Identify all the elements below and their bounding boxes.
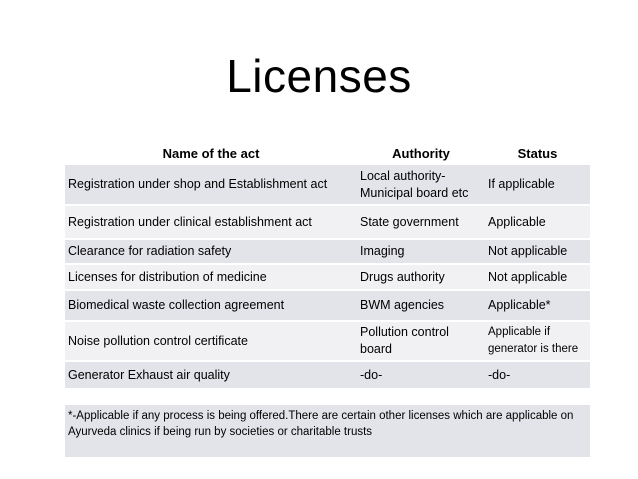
authority-cell: BWM agencies [357,290,485,321]
act-name-cell: Biomedical waste collection agreement [65,290,357,321]
status-cell: Applicable* [485,290,590,321]
table-row [65,361,590,389]
table-row [65,205,590,239]
authority-cell: Drugs authority [357,264,485,290]
status-cell: Applicable [485,205,590,239]
footnote: *-Applicable if any process is being offered.There are certain other licenses which are applicable on Ayurveda clinics if being run by societies or charitable trusts [65,405,590,457]
authority-cell: -do- [357,361,485,389]
authority-cell: Local authority- Municipal board etc [357,165,485,205]
licenses-table [65,141,590,390]
table-row [65,321,590,361]
act-name-cell: Licenses for distribution of medicine [65,264,357,290]
header-name-of-act: Name of the act [65,141,357,165]
header-authority: Authority [357,141,485,165]
authority-cell: Imaging [357,239,485,264]
table-row [65,290,590,321]
act-name-cell: Registration under shop and Establishment act [65,165,357,205]
status-cell: Not applicable [485,239,590,264]
status-cell: -do- [485,361,590,389]
slide-title: Licenses [226,50,412,102]
header-status: Status [485,141,590,165]
status-cell: If applicable [485,165,590,205]
act-name-cell: Registration under clinical establishment act [65,205,357,239]
act-name-cell: Noise pollution control certificate [65,321,357,361]
authority-cell: State government [357,205,485,239]
table-row [65,165,590,205]
table-header-row [65,141,590,165]
status-cell: Not applicable [485,264,590,290]
status-cell: Applicable if generator is there [485,321,590,361]
act-name-cell: Clearance for radiation safety [65,239,357,264]
authority-cell: Pollution control board [357,321,485,361]
table-row [65,264,590,290]
table-row [65,239,590,264]
act-name-cell: Generator Exhaust air quality [65,361,357,389]
